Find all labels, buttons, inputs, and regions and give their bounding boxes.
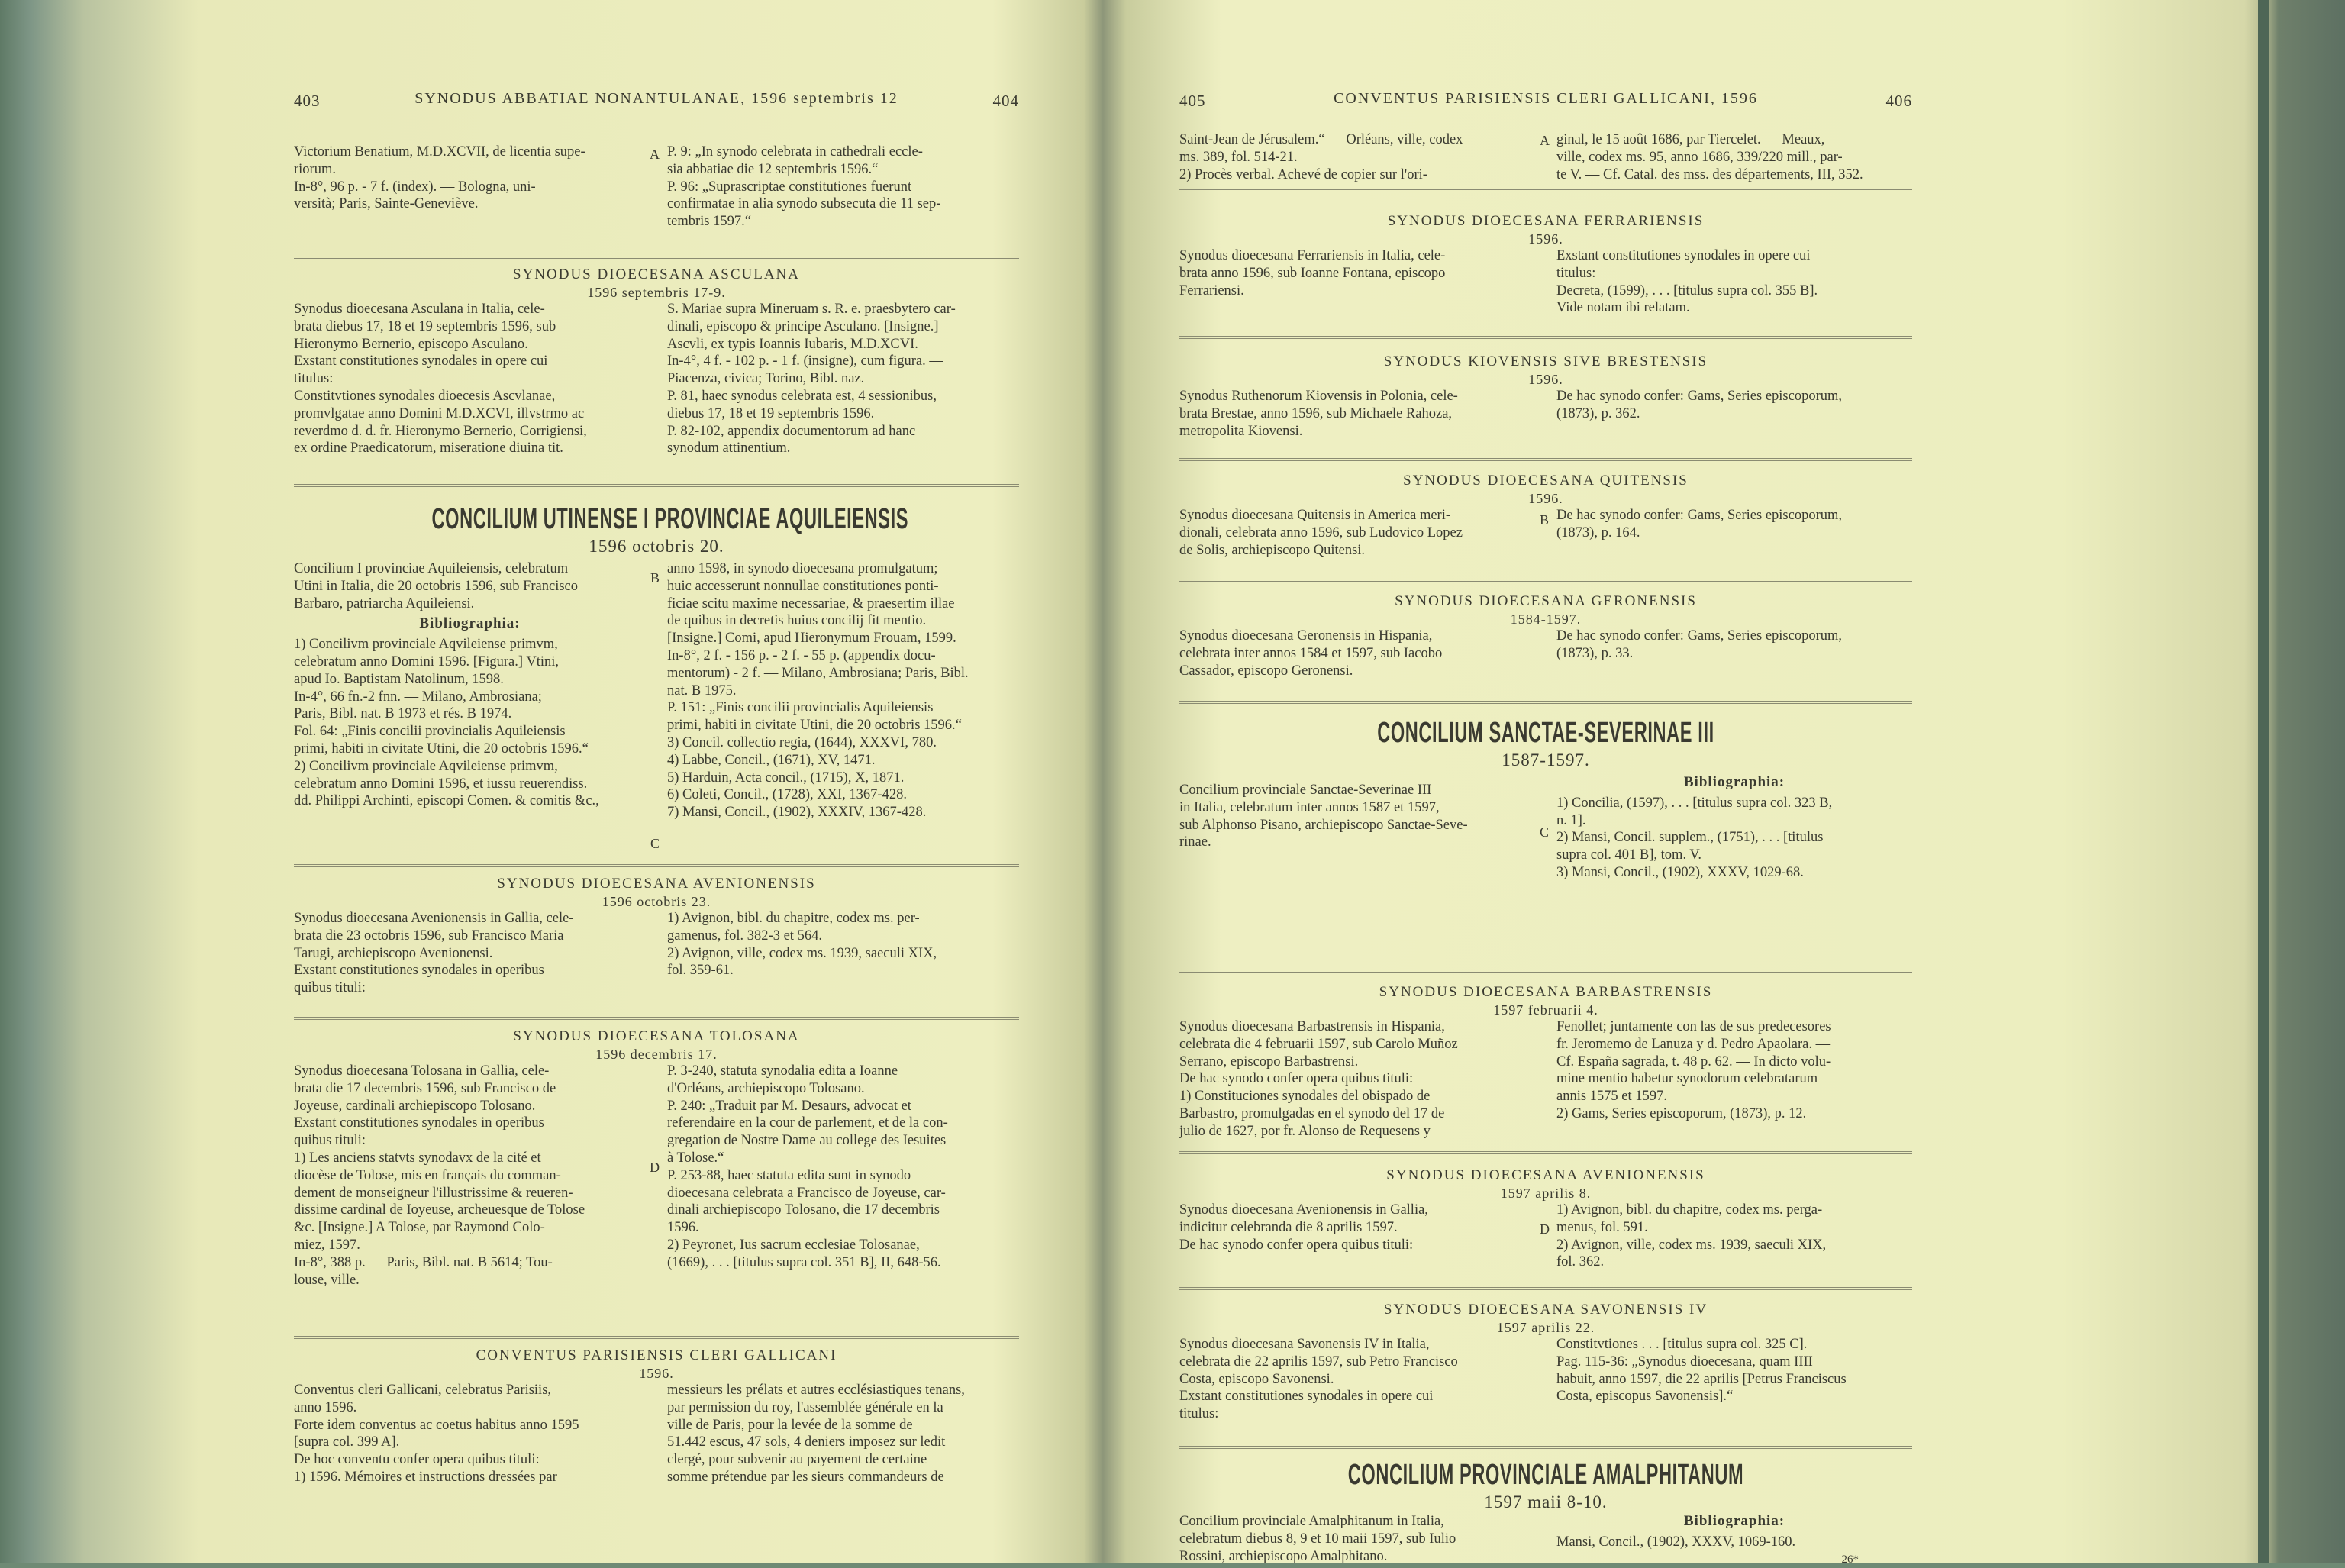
text-line: ficiae scitu maxime necessariae, & praesertim illae (667, 595, 955, 611)
text-line: celebrata inter annos 1584 et 1597, sub Iacobo (1179, 645, 1443, 661)
text-line: tembris 1597.“ (667, 214, 751, 230)
text-line: diocèse de Tolose, mis en français du comman- (294, 1167, 561, 1183)
text-line: Exstant constitutiones synodales in operibus (294, 1115, 544, 1131)
section-rule (1179, 970, 1912, 973)
margin-letter: C (1540, 824, 1550, 840)
section-rule (294, 1017, 1019, 1020)
text-line: Costa, episcopo Savonensi. (1179, 1371, 1334, 1387)
text-line: apud Io. Baptistam Natolinum, 1598. (294, 671, 504, 687)
text-line: In-4°, 66 fn.-2 fnn. — Milano, Ambrosiana; (294, 689, 542, 705)
text-line: De hac synodo confer opera quibus tituli: (1179, 1071, 1414, 1087)
text-line: in Italia, celebratum inter annos 1587 et 1597, (1179, 799, 1440, 815)
text-line: Synodus dioecesana Geronensis in Hispania, (1179, 628, 1433, 644)
text-line: P. 82-102, appendix documentorum ad hanc (667, 423, 916, 439)
text-line: Paris, Bibl. nat. B 1973 et rés. B 1974. (294, 706, 512, 722)
text-line: synodum attinentium. (667, 440, 791, 457)
section-rule (294, 484, 1019, 487)
text-line: 1) Avignon, bibl. du chapitre, codex ms. perga- (1556, 1202, 1823, 1218)
text-line: anno 1596. (294, 1399, 357, 1415)
text-line: P. 96: „Suprascriptae constitutiones fuerunt (667, 179, 912, 195)
text-line: primi, habiti in civitate Utini, die 20 octobris 1596.“ (294, 740, 589, 757)
text-line: miez, 1597. (294, 1237, 360, 1253)
section-date: 1597 aprilis 22. (1496, 1320, 1595, 1335)
text-line: Costa, episcopus Savonensis].“ (1556, 1389, 1734, 1405)
text-line: ginal, le 15 août 1686, par Tiercelet. — Meaux, (1556, 132, 1825, 147)
section-rule (1179, 1151, 1912, 1154)
running-title: CONVENTUS PARISIENSIS CLERI GALLICANI, 1596 (1334, 90, 1758, 107)
text-line: [supra col. 399 A]. (294, 1434, 400, 1450)
right-header (1179, 84, 1912, 111)
text-line: (1669), . . . [titulus supra col. 351 B], II, 648-56. (667, 1254, 941, 1270)
text-line: versità; Paris, Sainte-Geneviève. (294, 196, 479, 212)
text-line: quibus tituli: (294, 1133, 366, 1149)
text-line: 51.442 escus, 47 sols, 4 deniers imposez sur ledit (667, 1434, 946, 1450)
section-savonensis (1179, 1301, 1912, 1423)
council-date: 1596 octobris 20. (589, 537, 724, 556)
text-line: riorum. (294, 161, 336, 177)
section-date: 1596. (1528, 231, 1563, 247)
section-rule (1179, 1287, 1912, 1290)
text-line: Exstant constitutiones synodales in opere cui (294, 353, 548, 369)
text-line: P. 81, haec synodus celebrata est, 4 sessionibus, (667, 388, 937, 404)
section-rule (294, 1336, 1019, 1339)
text-line: De hoc conventu confer opera quibus tituli: (294, 1452, 540, 1468)
text-line: Exstant constitutiones synodales in opere cui (1179, 1389, 1434, 1405)
text-line: Synodus dioecesana Savonensis IV in Italia, (1179, 1337, 1430, 1352)
section-rule (294, 256, 1019, 259)
text-line: 2) Gams, Series episcoporum, (1873), p. 12. (1556, 1105, 1807, 1121)
text-line: brata diebus 17, 18 et 19 septembris 1596, sub (294, 318, 556, 334)
text-line: celebratum diebus 8, 9 et 10 maii 1597, sub Iulio (1179, 1531, 1456, 1547)
section-title: SYNODUS DIOECESANA AVENIONENSIS (497, 876, 816, 892)
text-line: dd. Philippi Archinti, episcopi Comen. & comitis &c., (294, 793, 599, 809)
section-geronensis (1179, 592, 1912, 679)
text-line: metropolita Kiovensi. (1179, 423, 1303, 439)
text-line: In-8°, 96 p. - 7 f. (index). — Bologna, uni- (294, 179, 536, 195)
text-line: 6) Coleti, Concil., (1728), XXI, 1367-428. (667, 787, 907, 803)
section-title: SYNODUS DIOECESANA BARBASTRENSIS (1379, 984, 1713, 1000)
text-line: De hac synodo confer: Gams, Series episcoporum, (1556, 508, 1843, 523)
section-date: 1596. (1528, 372, 1563, 387)
text-line: In-4°, 4 f. - 102 p. - 1 f. (insigne), cum figura. — (667, 353, 943, 369)
text-line: titulus: (1179, 1406, 1219, 1422)
text-line: 2) Avignon, ville, codex ms. 1939, saeculi XIX, (1556, 1237, 1827, 1253)
text-line: 2) Concilivm provinciale Aqvileiense primvm, (294, 758, 558, 774)
text-line: clergé, pour subvenir au payement de certaine (667, 1452, 927, 1468)
text-line: referendaire en la cour de parlement, et de la con- (667, 1115, 948, 1131)
text-line: fr. Jeromemo de Lanuza y d. Pedro Apaolara. — (1556, 1036, 1831, 1052)
section-date: 1597 februarii 4. (1493, 1002, 1598, 1018)
text-line: 5) Harduin, Acta concil., (1715), X, 1871. (667, 769, 905, 786)
text-line: Tarugi, archiepiscopo Avenionensi. (294, 945, 493, 961)
text-line: Cf. España sagrada, t. 48 p. 62. — In dicto volu- (1556, 1053, 1831, 1070)
margin-letter: D (650, 1160, 660, 1175)
bibliographia-heading: Bibliographia: (1683, 774, 1785, 790)
text-line: mine mentio habetur synodorum celebratarum (1556, 1071, 1818, 1087)
left-header (294, 84, 1019, 111)
text-line: 1596. (667, 1220, 699, 1236)
text-line: somme prétendue par les sieurs commandeurs de (667, 1469, 944, 1485)
text-line: 1) Concilivm provinciale Aqvileiense primvm, (294, 637, 558, 653)
margin-letter: D (1540, 1221, 1550, 1237)
text-line: P. 253-88, haec statuta edita sunt in synodo (667, 1167, 911, 1183)
text-line: 2) Avignon, ville, codex ms. 1939, saeculi XIX, (667, 945, 937, 961)
text-line: dissime cardinal de Ioyeuse, archeuesque de Tolose (294, 1202, 585, 1218)
section-rule (1179, 579, 1912, 582)
text-line: julio de 1627, por fr. Alonso de Requesens y (1179, 1123, 1431, 1139)
text-line: Serrano, episcopo Barbastrensi. (1179, 1053, 1359, 1070)
margin-letter: B (1540, 512, 1550, 528)
section-rule (1179, 189, 1912, 192)
text-line: quibus tituli: (294, 980, 366, 996)
section-rule (1179, 458, 1912, 461)
section-rule (1179, 701, 1912, 704)
text-line: 1) 1596. Mémoires et instructions dressées par (294, 1469, 557, 1485)
text-line: P. 240: „Traduit par M. Desaurs, advocat et (667, 1098, 911, 1114)
text-line: Barbastro, promulgadas en el synodo del 17 de (1179, 1105, 1445, 1121)
text-line: louse, ville. (294, 1272, 360, 1288)
text-line: par permission du roy, l'assemblée générale en la (667, 1399, 943, 1415)
text-line: brata die 23 octobris 1596, sub Francisco Maria (294, 928, 564, 944)
text-line: ville, codex ms. 95, anno 1686, 339/220 mill., par- (1556, 149, 1843, 165)
section-title: SYNODUS DIOECESANA TOLOSANA (513, 1028, 800, 1044)
text-line: Conventus cleri Gallicani, celebratus Parisiis, (294, 1382, 552, 1398)
section-barbastrensis (1179, 983, 1912, 1141)
column-number: 403 (294, 92, 321, 110)
text-line: celebratum anno Domini 1596, et iussu reuerendiss. (294, 776, 588, 792)
section-date: 1596 octobris 23. (602, 894, 711, 909)
text-line: messieurs les prélats et autres ecclésiastiques tenans, (667, 1382, 965, 1398)
text-line: 2) Mansi, Concil. supplem., (1751), . . . [titulus (1556, 830, 1824, 846)
text-line: Ascvli, ex typis Ioannis Iubaris, M.D.XCVI. (667, 336, 918, 352)
text-line: habuit, anno 1597, die 22 aprilis [Petrus Franciscus (1556, 1371, 1847, 1387)
text-line: reverdmo d. d. fr. Hieronymo Bernerio, Corrigiensi, (294, 423, 587, 439)
text-line: titulus: (1556, 265, 1596, 281)
section-title: CONVENTUS PARISIENSIS CLERI GALLICANI (476, 1347, 837, 1363)
text-line: 1) Concilia, (1597), . . . [titulus supra col. 323 B, (1556, 795, 1833, 811)
text-line: Synodus dioecesana Avenionensis in Gallia, (1179, 1202, 1428, 1218)
text-line: De hac synodo confer opera quibus tituli: (1179, 1237, 1414, 1253)
text-line: titulus: (294, 371, 334, 387)
section-asculana (294, 266, 1019, 457)
text-line: Vide notam ibi relatam. (1556, 300, 1690, 316)
text-line: [Insigne.] Comi, apud Hieronymum Frouam, 1599. (667, 631, 956, 647)
text-line: diebus 17, 18 et 19 septembris 1596. (667, 405, 875, 421)
book-edge-right (2258, 0, 2269, 1563)
text-line: celebratum anno Domini 1596. [Figura.] Vtini, (294, 653, 559, 669)
text-line: (1873), p. 33. (1556, 645, 1634, 661)
text-line: Concilium provinciale Amalphitanum in Italia, (1179, 1514, 1444, 1529)
text-line: Hieronymo Bernerio, episcopo Asculano. (294, 336, 528, 352)
section-avenionensis-1597 (1179, 1166, 1912, 1271)
section-date: 1596. (639, 1366, 674, 1381)
text-line: Pag. 115-36: „Synodus dioecesana, quam IIII (1556, 1353, 1813, 1370)
text-line: 3) Mansi, Concil., (1902), XXXV, 1029-68. (1556, 864, 1804, 880)
text-line: Joyeuse, cardinali archiepiscopo Tolosano. (294, 1098, 536, 1114)
text-line: 1) Avignon, bibl. du chapitre, codex ms. per- (667, 911, 920, 926)
text-line: brata anno 1596, sub Ioanne Fontana, episcopo (1179, 265, 1446, 281)
text-line: &c. [Insigne.] A Tolose, par Raymond Colo- (294, 1220, 545, 1236)
text-line: brata die 17 decembris 1596, sub Francisco de (294, 1080, 556, 1096)
text-line: 4) Labbe, Concil., (1671), XV, 1471. (667, 752, 876, 768)
text-line: rinae. (1179, 834, 1211, 850)
text-line: à Tolose.“ (667, 1150, 724, 1166)
section-ferrariensis (1179, 212, 1912, 317)
text-line: confirmatae in alia synodo subsecuta die 11 sep- (667, 196, 941, 212)
section-date: 1596 decembris 17. (595, 1047, 718, 1062)
text-line: dement de monseigneur l'illustrissime & reueren- (294, 1185, 573, 1201)
section-tolosana (294, 1028, 1019, 1289)
section-title: SYNODUS KIOVENSIS SIVE BRESTENSIS (1383, 353, 1708, 369)
text-line: d'Orléans, archiepiscopo Tolosano. (667, 1080, 865, 1096)
margin-letter: A (1540, 133, 1550, 148)
text-line: 7) Mansi, Concil., (1902), XXXIV, 1367-428. (667, 805, 927, 821)
section-title: SYNODUS DIOECESANA QUITENSIS (1403, 473, 1689, 489)
text-line: sia abbatiae die 12 septembris 1596.“ (667, 161, 879, 177)
text-line: 1) Les anciens statvts synodavx de la cité et (294, 1150, 541, 1166)
text-line: 2) Procès verbal. Achevé de copier sur l'ori- (1179, 166, 1427, 182)
margin-letter: C (650, 836, 660, 851)
bibliographia-heading: Bibliographia: (419, 615, 521, 632)
text-line: Constitvtiones . . . [titulus supra col. 325 C]. (1556, 1337, 1808, 1352)
section-title: SYNODUS DIOECESANA AVENIONENSIS (1386, 1167, 1705, 1183)
section-kiovensis (1179, 353, 1912, 440)
text-line: Synodus dioecesana Tolosana in Gallia, cele- (294, 1063, 550, 1079)
text-line: (1873), p. 362. (1556, 405, 1640, 421)
text-line: ville de Paris, pour la levée de la somme de (667, 1417, 913, 1433)
text-line: Utini in Italia, die 20 octobris 1596, sub Francisco (294, 578, 578, 594)
text-line: Forte idem conventus ac coetus habitus anno 1595 (294, 1417, 579, 1433)
text-line: P. 3-240, statuta synodalia edita a Ioanne (667, 1063, 898, 1079)
council-title: CONCILIUM UTINENSE I PROVINCIAE AQUILEIENSIS (431, 503, 909, 535)
section-sanctae-severinae (1179, 716, 1912, 882)
text-line: dionali, celebrata anno 1596, sub Ludovico Lopez (1179, 524, 1463, 540)
text-line: Barbaro, patriarcha Aquileiensi. (294, 595, 475, 611)
text-line: Constitvtiones synodales dioecesis Ascvlanae, (294, 388, 556, 404)
text-line: 2) Peyronet, Ius sacrum ecclesiae Tolosanae, (667, 1237, 920, 1253)
text-line: De hac synodo confer: Gams, Series episcoporum, (1556, 628, 1843, 644)
text-line: anno 1598, in synodo dioecesana promulgatum; (667, 561, 938, 576)
text-line: de Solis, archiepiscopo Quitensi. (1179, 542, 1366, 558)
text-line: supra col. 401 B], tom. V. (1556, 847, 1701, 863)
text-line: De hac synodo confer: Gams, Series episcoporum, (1556, 389, 1843, 404)
text-line: dioecesana celebrata a Francisco de Joyeuse, car- (667, 1185, 946, 1201)
text-line: de quibus in decretis huius concilij fit mentio. (667, 613, 927, 629)
council-title: CONCILIUM PROVINCIALE AMALPHITANUM (1347, 1459, 1744, 1491)
bibliographia-heading: Bibliographia: (1683, 1513, 1785, 1529)
text-line: Synodus dioecesana Ferrariensis in Italia, cele- (1179, 248, 1446, 263)
text-line: fol. 359-61. (667, 963, 734, 979)
text-line: P. 151: „Finis concilii provincialis Aquileiensis (667, 700, 934, 716)
text-line: Victorium Benatium, M.D.XCVII, de licentia supe- (294, 144, 585, 160)
council-date: 1587-1597. (1502, 750, 1590, 769)
text-line: Fenollet; juntamente con las de sus predecesores (1556, 1019, 1831, 1034)
left-page (294, 84, 1019, 1534)
text-line: Concilium provinciale Sanctae-Severinae III (1179, 782, 1432, 798)
text-line: gamenus, fol. 382-3 et 564. (667, 928, 822, 944)
section-title: SYNODUS DIOECESANA FERRARIENSIS (1387, 213, 1705, 229)
text-line: Mansi, Concil., (1902), XXXV, 1069-160. (1556, 1534, 1796, 1550)
text-line: dinali archiepiscopo Tolosano, die 17 decembris (667, 1202, 940, 1218)
council-date: 1597 maii 8-10. (1484, 1492, 1608, 1512)
text-line: Synodus dioecesana Avenionensis in Gallia, cele- (294, 911, 574, 926)
text-line: primi, habiti in civitate Utini, die 20 octobris 1596.“ (667, 718, 962, 734)
text-line: Saint-Jean de Jérusalem.“ — Orléans, ville, codex (1179, 132, 1463, 147)
text-line: 1) Constituciones synodales del obispado de (1179, 1089, 1431, 1105)
text-line: Exstant constitutiones synodales in opere cui (1556, 248, 1811, 263)
text-line: ex ordine Praedicatorum, miseratione diuina tit. (294, 440, 563, 457)
text-line: mentorum) - 2 f. — Milano, Ambrosiana; Paris, Bibl. (667, 665, 969, 681)
section-date: 1596. (1528, 491, 1563, 506)
text-line: fol. 362. (1556, 1254, 1605, 1270)
text-line: Ferrariensi. (1179, 282, 1244, 298)
section-avenionensis (294, 875, 1019, 997)
text-line: sub Alphonso Pisano, archiepiscopo Sanctae-Seve- (1179, 817, 1468, 833)
section-utinense (294, 502, 1019, 821)
column-number: 406 (1885, 92, 1912, 110)
text-line: te V. — Cf. Catal. des mss. des départements, III, 352. (1556, 166, 1863, 182)
column-number: 405 (1179, 92, 1206, 110)
text-line: 3) Concil. collectio regia, (1644), XXXVI, 780. (667, 734, 937, 750)
section-date: 1596 septembris 17-9. (587, 285, 726, 300)
text-line: celebrata die 4 februarii 1597, sub Carolo Muñoz (1179, 1036, 1458, 1052)
section-rule (1179, 1446, 1912, 1449)
section-rule (1179, 336, 1912, 339)
text-line: promvlgatae anno Domini M.D.XCVI, illvstrmo ac (294, 405, 585, 421)
text-line: S. Mariae supra Mineruam s. R. e. praesbytero car- (667, 302, 956, 317)
right-page (1179, 84, 1912, 1566)
text-line: Rossini, archiepiscopo Amalphitano. (1179, 1548, 1388, 1564)
text-line: celebrata die 22 aprilis 1597, sub Petro Francisco (1179, 1353, 1458, 1370)
text-line: nat. B 1975. (667, 682, 737, 699)
section-title: SYNODUS DIOECESANA ASCULANA (513, 266, 800, 282)
text-line: Synodus Ruthenorum Kiovensis in Polonia, cele- (1179, 389, 1458, 404)
text-line: huic accesserunt nonnullae constitutiones ponti- (667, 578, 939, 594)
text-line: annis 1575 et 1597. (1556, 1089, 1667, 1105)
text-line: Piacenza, civica; Torino, Bibl. naz. (667, 371, 865, 387)
text-line: indicitur celebranda die 8 aprilis 1597. (1179, 1219, 1398, 1235)
text-line: Synodus dioecesana Asculana in Italia, cele- (294, 302, 545, 317)
text-line: menus, fol. 591. (1556, 1219, 1648, 1235)
section-amalphitanum (1179, 1458, 1912, 1568)
margin-letter: B (650, 570, 660, 586)
text-line: (1873), p. 164. (1556, 524, 1640, 540)
text-line: n. 1]. (1556, 812, 1586, 828)
text-line: Decreta, (1599), . . . [titulus supra col. 355 B]. (1556, 282, 1818, 298)
text-line: ms. 389, fol. 514-21. (1179, 149, 1298, 165)
section-rule (294, 864, 1019, 867)
column-number: 404 (992, 92, 1019, 110)
text-line: In-8°, 2 f. - 156 p. - 2 f. - 55 p. (appendix docu- (667, 647, 936, 663)
text-line: brata Brestae, anno 1596, sub Michaele Rahoza, (1179, 405, 1453, 421)
text-line: Exstant constitutiones synodales in operibus (294, 963, 544, 979)
text-line: gregation de Nostre Dame au college des Iesuites (667, 1133, 947, 1149)
text-line: Synodus dioecesana Quitensis in America meri- (1179, 508, 1451, 523)
section-date: 1597 aprilis 8. (1500, 1186, 1592, 1201)
text-line: P. 9: „In synodo celebrata in cathedrali eccle- (667, 144, 923, 160)
section-conventus (294, 1347, 1019, 1486)
running-title: SYNODUS ABBATIAE NONANTULANAE, 1596 septembris 12 (414, 90, 898, 107)
text-line: Fol. 64: „Finis concilii provincialis Aquileiensis (294, 724, 566, 740)
text-line: Cassador, episcopo Geronensi. (1179, 663, 1353, 679)
council-title: CONCILIUM SANCTAE-SEVERINAE III (1377, 717, 1714, 749)
section-title: SYNODUS DIOECESANA GERONENSIS (1395, 593, 1697, 609)
signature-mark: 26* (1841, 1553, 1859, 1566)
section-title: SYNODUS DIOECESANA SAVONENSIS IV (1383, 1302, 1708, 1318)
text-line: dinali, episcopo & principe Asculano. [Insigne.] (667, 318, 939, 334)
text-line: Synodus dioecesana Barbastrensis in Hispania, (1179, 1019, 1445, 1034)
text-line: Concilium I provinciae Aquileiensis, celebratum (294, 561, 569, 576)
text-line: In-8°, 388 p. — Paris, Bibl. nat. B 5614; Tou- (294, 1254, 553, 1270)
section-date: 1584-1597. (1510, 611, 1582, 627)
margin-letter: A (650, 147, 660, 162)
